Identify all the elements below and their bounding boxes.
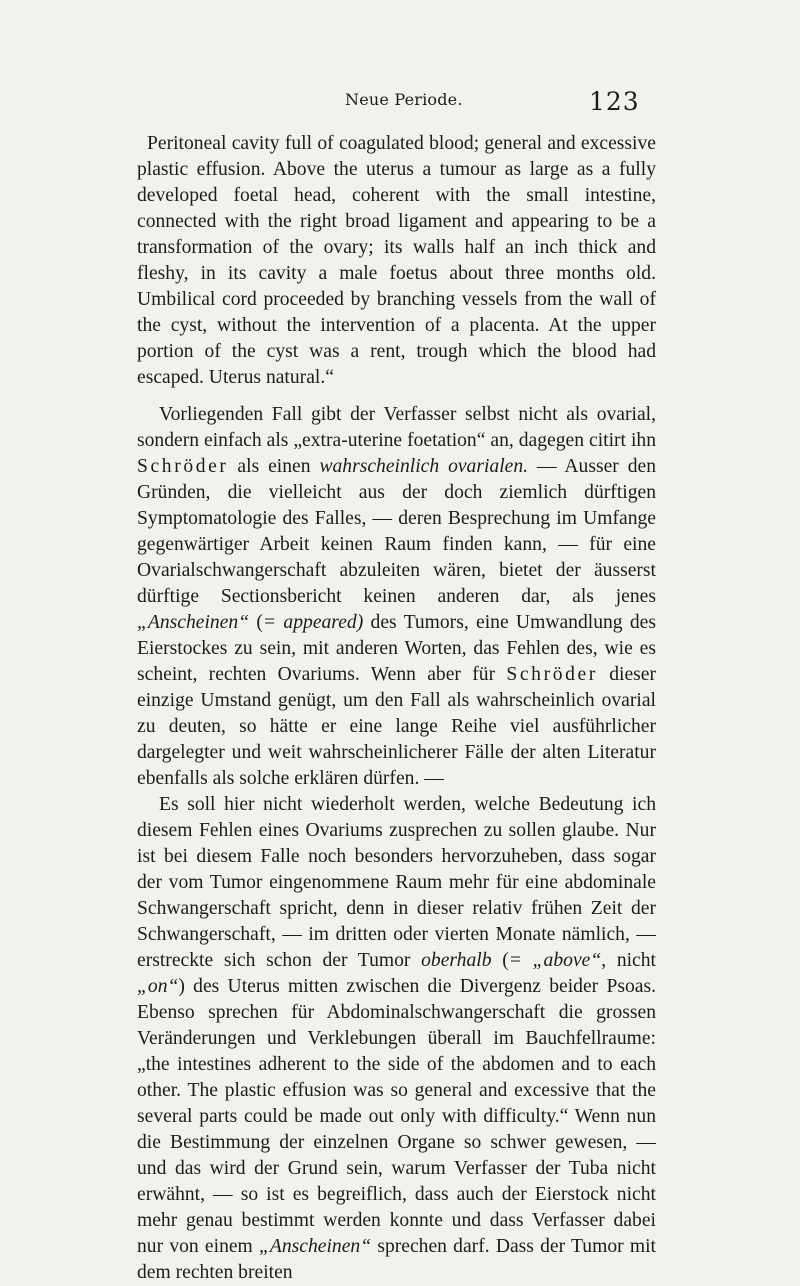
author-name: Schröder — [137, 456, 229, 477]
text-run: , nicht — [601, 950, 656, 971]
paragraph-quote: Peritoneal cavity full of coagulated blood; general and excessive plastic effusion. Above the uterus a tumour as large as a fully developed foetal head, coherent with the small intestine, connected with the right broad ligament and appearing to be a transformation of the ovary; its walls half an inch thick and fleshy, in its cavity a male foetus about three months old. Umbilical cord proceeded by branching vessels from the wall of the cyst, without the intervention of a placenta. At the upper portion of the cyst was a rent, trough which the blood had escaped. Uterus natural.“ — [137, 133, 656, 388]
italic-text: „on“ — [137, 976, 179, 997]
page-number: 123 — [589, 87, 640, 116]
text-run: ( — [491, 950, 509, 971]
author-name: Schröder — [506, 664, 598, 685]
text-run: — Ausser den Gründen, die vielleicht aus der doch ziemlich dürftigen Symptomatologie des Falles, — deren Besprechung im Umfange gegenwärtiger Arbeit keinen Raum finden kann, — für eine Ovarialschwangerschaft abzuleiten wären, bietet der äusserst dürftige Sectionsbericht keinen anderen dar, als jenes — [137, 456, 656, 607]
text-run: Vorliegenden Fall gibt der Verfasser selbst nicht als ovarial, sondern einfach als „extra-uterine foetation“ an, dagegen citirt ihn — [137, 404, 656, 451]
italic-text: = „above“ — [508, 950, 602, 971]
paragraph-2 — [137, 402, 656, 792]
text-run: dieser einzige Umstand genügt, um den Fall als wahrscheinlich ovarial zu deuten, so hätte er eine lange Reihe viel ausführlicher dargelegter und weit wahrscheinlicherer Fälle der alten Literatur ebenfalls als solche erklären dürfen. — — [137, 664, 656, 789]
text-run: des Tumors, eine Umwandlung des Eierstockes zu sein, mit anderen Worten, das Fehlen des, wie es scheint, rechten Ovariums. Wenn aber für — [137, 612, 656, 685]
text-run: sprechen darf. Dass der Tumor mit dem rechten breiten — [137, 1236, 656, 1283]
italic-text: „Anscheinen“ — [137, 612, 250, 633]
text-run: ( — [249, 612, 263, 633]
text-run: ) des Uterus mitten zwischen die Divergenz beider Psoas. Ebenso sprechen für Abdominalschwangerschaft die grossen Veränderungen und Verklebungen überall im Bauchfellraume: „the intestines adherent to the side of the abdomen and to each other. The plastic effusion was so general and excessive that the several parts could be made out only with difficulty.“ Wenn nun die Bestimmung der einzelnen Organe so schwer gewesen, — und das wird der Grund sein, warum Verfasser der Tuba nicht erwähnt, — so ist es begreiflich, dass auch der Eierstock nicht mehr genau bestimmt werden konnte und dass Verfasser dabei nur von einem — [137, 976, 656, 1257]
italic-text: oberhalb — [421, 950, 492, 971]
text-run: Es soll hier nicht wiederholt werden, welche Bedeutung ich diesem Fehlen eines Ovariums zusprechen zu sollen glaube. Nur ist bei diesem Falle noch besonders hervorzuheben, dass sogar der vom Tumor eingenommene Raum mehr für eine abdominale Schwangerschaft spricht, denn in dieser relativ frühen Zeit der Schwangerschaft, — im dritten oder vierten Monate nämlich, — erstreckte sich schon der Tumor — [137, 794, 656, 971]
text-run: als einen — [228, 456, 320, 477]
italic-text: = appeared) — [262, 612, 364, 633]
body-text — [137, 131, 656, 1286]
italic-text: wahrscheinlich ovarialen. — [319, 456, 529, 477]
italic-text: „Anscheinen“ — [259, 1236, 372, 1257]
running-title: Neue Periode. — [345, 90, 463, 109]
paragraph-3 — [137, 792, 656, 1286]
page-header — [0, 76, 800, 116]
